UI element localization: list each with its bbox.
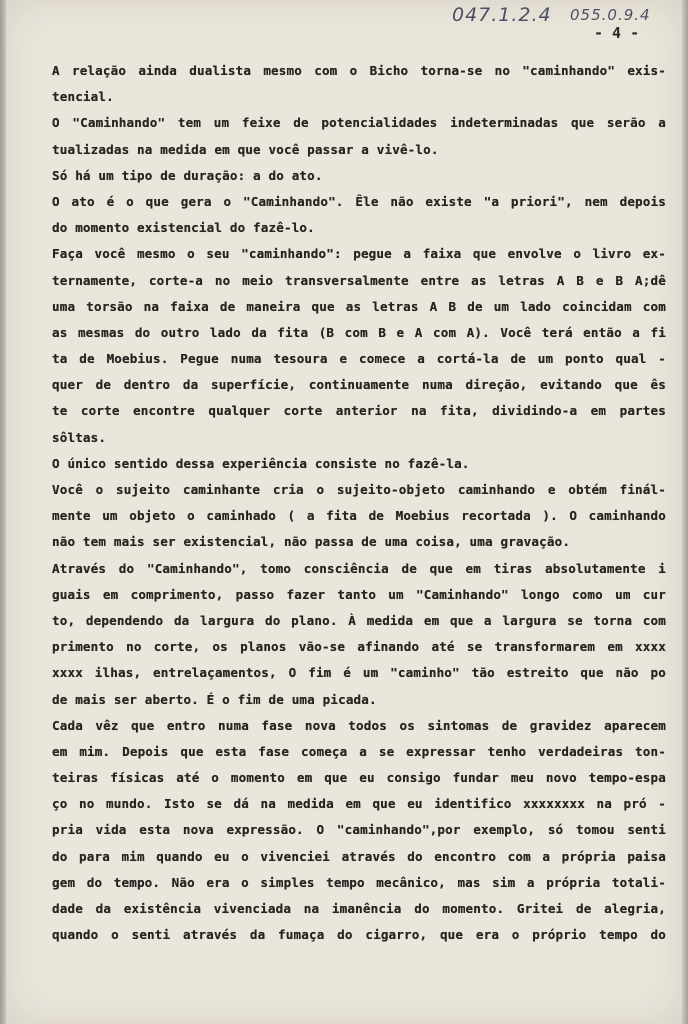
text-line: do para mim quando eu o vivenciei através do encontro com a própria paisa: [52, 848, 666, 864]
text-line: uma torsão na faixa de maneira que as letras A B de um lado coincidam com: [52, 298, 666, 314]
typed-body-text: [52, 58, 666, 948]
text-line: mente um objeto o caminhado ( a fita de Moebius recortada ). O caminhando: [52, 508, 666, 524]
text-line: O único sentido dessa experiência consiste no fazê-la.: [52, 455, 470, 471]
text-line: Faça você mesmo o seu "caminhando": pegue a faixa que envolve o livro ex-: [52, 246, 666, 262]
text-line: sôltas.: [52, 429, 107, 445]
page-edge-right: [682, 0, 688, 1024]
text-line: A relação ainda dualista mesmo com o Bicho torna-se no "caminhando" exis-: [52, 63, 666, 78]
text-line: ternamente, corte-a no meio transversalmente entre as letras A B e B A;dê: [52, 272, 666, 288]
text-line: Só há um tipo de duração: a do ato.: [52, 167, 323, 183]
text-line: tencial.: [52, 89, 114, 105]
text-line: pria vida esta nova expressão. O "caminhando",por exemplo, só tomou senti: [52, 822, 666, 838]
typed-page: [6, 0, 682, 1024]
page-number: - 4 -: [594, 24, 640, 42]
text-line: não tem mais ser existencial, não passa de uma coisa, uma gravação.: [52, 534, 571, 550]
text-line: quando o senti através da fumaça do cigarro, que era o próprio tempo do: [52, 927, 666, 943]
text-line: ço no mundo. Isto se dá na medida em que eu identifico xxxxxxxx na pró -: [52, 796, 666, 812]
text-line: O ato é o que gera o "Caminhando". Êle não existe "a priori", nem depois: [52, 193, 666, 209]
text-line: to, dependendo da largura do plano. À medida em que a largura se torna com: [52, 612, 666, 628]
archive-reference-code: 047.1.2.4: [452, 4, 552, 26]
text-line: quer de dentro da superfície, continuamente numa direção, evitando que ês: [52, 377, 666, 393]
text-line: teiras físicas até o momento em que eu consigo fundar meu novo tempo-espa: [52, 770, 666, 786]
text-line: ta de Moebius. Pegue numa tesoura e comece a cortá-la de um ponto qual -: [52, 351, 666, 367]
text-line: tualizadas na medida em que você passar a vivê-lo.: [52, 141, 439, 157]
text-line: primento no corte, os planos vão-se afinando até se transformarem em xxxx: [52, 639, 666, 655]
text-line: xxxx ilhas, entrelaçamentos, O fim é um "caminho" tão estreito que não po: [52, 665, 666, 681]
text-line: de mais ser aberto. É o fim de uma picada.: [52, 691, 377, 707]
text-line: em mim. Depois que esta fase começa a se expressar tenho verdadeiras ton-: [52, 743, 666, 759]
text-line: Cada vêz que entro numa fase nova todos os sintomas de gravidez aparecem: [52, 717, 666, 733]
text-line: Através do "Caminhando", tomo consciência de que em tiras absolutamente i: [52, 560, 666, 576]
text-line: te corte encontre qualquer corte anterior na fita, dividindo-a em partes: [52, 403, 666, 419]
text-line: as mesmas do outro lado da fita (B com B e A com A). Você terá então a fi: [52, 324, 666, 340]
text-line: gem do tempo. Não era o simples tempo mecânico, mas sim a própria totali-: [52, 874, 666, 890]
text-line: dade da existência vivenciada na imanência do momento. Gritei de alegria,: [52, 901, 666, 916]
text-line: do momento existencial do fazê-lo.: [52, 220, 315, 236]
text-line: guais em comprimento, passo fazer tanto um "Caminhando" longo como um cur: [52, 586, 666, 602]
text-line: Você o sujeito caminhante cria o sujeito-objeto caminhando e obtém finál-: [52, 482, 666, 497]
text-line: O "Caminhando" tem um feixe de potencialidades indeterminadas que serão a: [52, 115, 666, 131]
archive-reference-code-secondary: 055.0.9.4: [570, 6, 651, 24]
